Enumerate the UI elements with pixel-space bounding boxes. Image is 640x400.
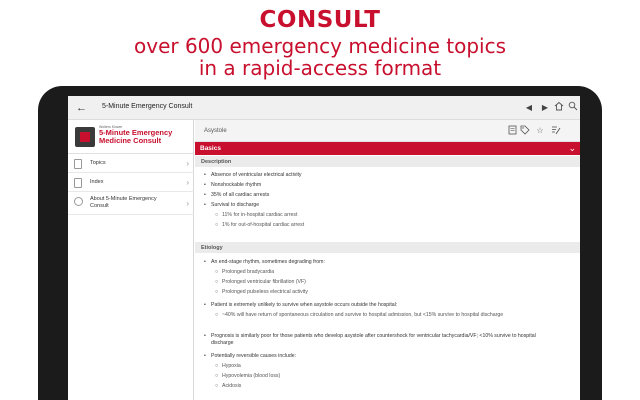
promo-subtitle-line-1: over 600 emergency medicine topics <box>134 34 506 58</box>
info-icon <box>74 197 83 206</box>
topic-header <box>195 120 580 142</box>
list-item: ○ Prolonged pulseless electrical activity <box>215 289 308 295</box>
list-item: • 35% of all cardiac arrests <box>204 192 270 198</box>
edit-icon[interactable] <box>550 125 562 137</box>
app-bar <box>68 96 580 120</box>
sidebar-item-about[interactable] <box>68 193 194 215</box>
subsection-header-description <box>195 156 580 167</box>
list-item: ○ Acidosis <box>215 383 242 389</box>
publisher-name: Wolters Kluwer <box>99 125 123 129</box>
topic-content <box>195 120 580 400</box>
list-item: ○ 11% for in-hospital cardiac arrest <box>215 212 298 218</box>
promo-subtitle-line-2: in a rapid-access format <box>198 56 442 80</box>
section-header-basics[interactable] <box>195 142 580 155</box>
app-screen <box>68 96 580 400</box>
next-topic-icon[interactable]: ▶ <box>541 103 549 112</box>
app-title: 5-Minute Emergency Consult <box>102 103 193 110</box>
list-item: • Absence of ventricular electrical activity <box>204 172 302 178</box>
list-item: ○ Hypovolemia (blood loss) <box>215 373 281 379</box>
list-item: • Patient is extremely unlikely to survive when asystole occurs outside the hospital: <box>204 302 398 308</box>
index-icon <box>74 178 82 188</box>
sidebar <box>68 120 194 400</box>
chevron-right-icon: › <box>186 159 189 168</box>
subsection-title: Etiology <box>201 245 223 251</box>
list-item: ○ Hypoxia <box>215 363 241 369</box>
notes-icon[interactable] <box>506 125 518 137</box>
promo-banner <box>0 0 640 80</box>
list-icon <box>74 159 82 169</box>
tablet-frame <box>38 86 602 400</box>
back-arrow-icon[interactable]: ← <box>76 102 87 114</box>
sidebar-brand <box>68 120 194 154</box>
sidebar-item-label: Index <box>90 179 104 185</box>
previous-topic-icon[interactable]: ◀ <box>525 103 533 112</box>
list-item: • Prognosis is similarly poor for those patients who develop asystole after countershock for ventricular tachycardia/VF; <10% survive to hospital discharge <box>204 333 536 346</box>
list-item: • Nonshockable rhythm <box>204 182 262 188</box>
home-icon[interactable] <box>552 101 566 115</box>
subsection-header-etiology <box>195 242 580 253</box>
list-item: ○ Prolonged bradycardia <box>215 269 275 275</box>
list-item: ○ 1% for out-of-hospital cardiac arrest <box>215 222 305 228</box>
sidebar-item-index[interactable] <box>68 174 194 192</box>
sidebar-item-label: Topics <box>90 160 106 166</box>
sidebar-item-topics[interactable] <box>68 155 194 173</box>
tag-icon[interactable] <box>519 125 531 137</box>
promo-title: CONSULT <box>259 7 381 33</box>
subsection-title: Description <box>201 159 232 165</box>
search-icon[interactable] <box>566 101 580 115</box>
chevron-down-icon[interactable]: ⌄ <box>568 143 576 153</box>
list-item: • Survival to discharge <box>204 202 260 208</box>
list-item: • An end-stage rhythm, sometimes degrading from: <box>204 259 325 265</box>
topic-title: Asystole <box>204 128 227 134</box>
list-item: ○ ~40% will have return of spontaneous circulation and survive to hospital admission, but <15% survive to hospital discharge <box>215 312 504 318</box>
app-name: 5-Minute Emergency Medicine Consult <box>99 128 173 145</box>
section-title: Basics <box>200 145 221 152</box>
chevron-right-icon: › <box>186 178 189 187</box>
star-icon[interactable]: ☆ <box>536 126 544 135</box>
sidebar-item-label: About 5-Minute Emergency Consult <box>90 196 157 209</box>
book-logo-icon <box>75 127 95 147</box>
list-item: ○ Prolonged ventricular fibrillation (VF) <box>215 279 306 285</box>
list-item: • Potentially reversible causes include: <box>204 353 297 359</box>
chevron-right-icon: › <box>186 199 189 208</box>
